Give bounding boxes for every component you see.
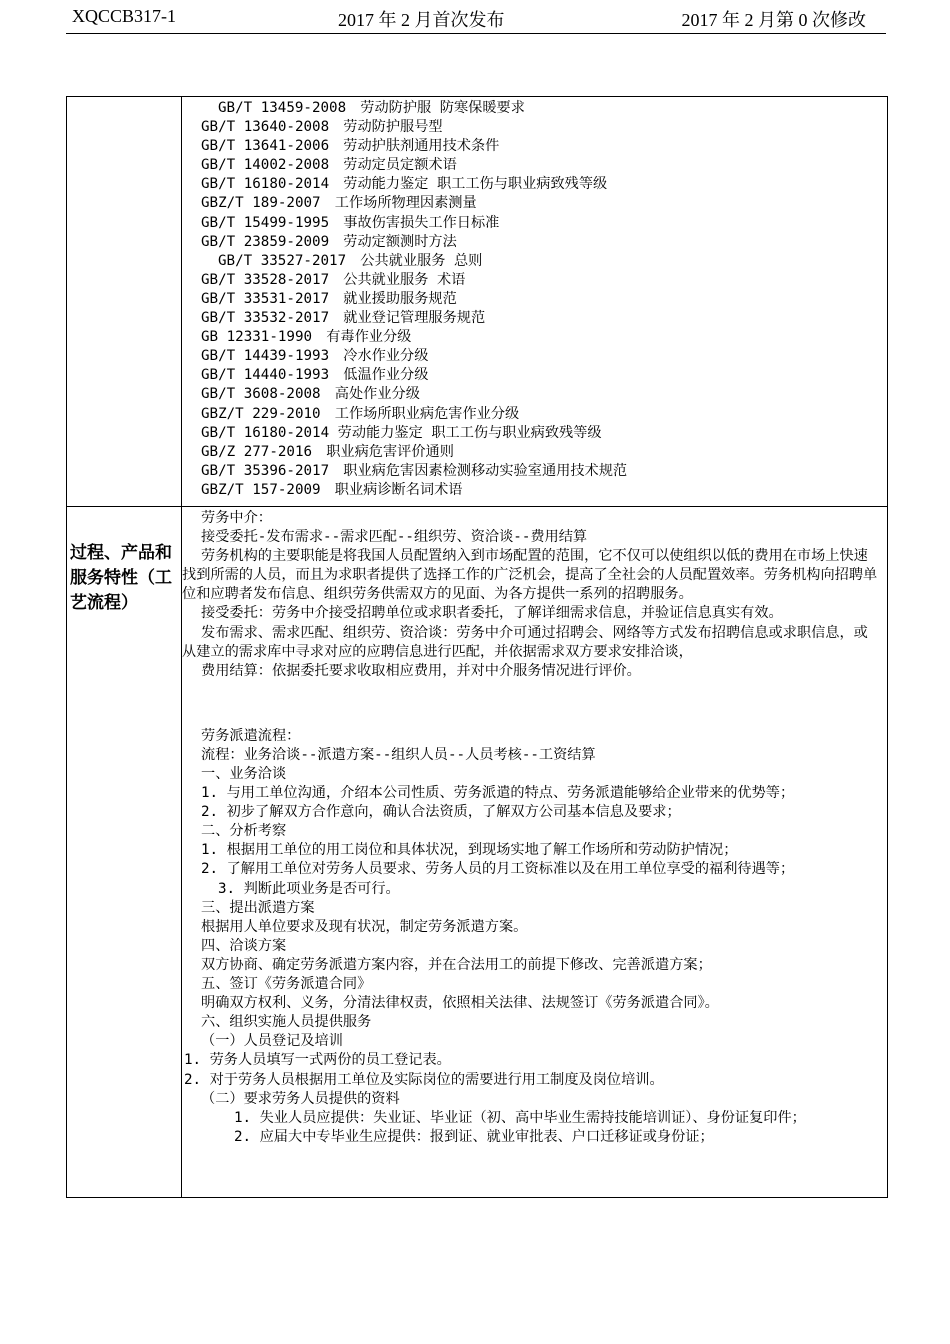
standards-label-cell	[67, 97, 182, 507]
standard-item: GB/T 13641-2006 劳动护肤剂通用技术条件	[201, 138, 500, 155]
revision-date: 2017 年 2 月第 0 次修改	[681, 10, 866, 30]
dispatch-step-item: 1. 劳务人员填写一式两份的员工登记表。	[184, 1052, 451, 1069]
dispatch-step-item: 1. 失业人员应提供：失业证、毕业证（初、高中毕业生需持技能培训证）、身份证复印件；	[234, 1109, 806, 1126]
standard-item: GB/T 15499-1995 事故伤害损失工作日标准	[201, 214, 500, 231]
dispatch-step-heading: 六、组织实施人员提供服务	[201, 1014, 372, 1031]
dispatch-step-item: 1. 根据用工单位的用工岗位和具体状况，到现场实地了解工作场所和劳动防护情况；	[201, 842, 738, 859]
page-header	[66, 0, 886, 34]
dispatch-step-item: 2. 了解用工单位对劳务人员要求、劳务人员的月工资标准以及在用工单位享受的福利待遇等；	[201, 861, 795, 878]
dispatch-subheading: （一）人员登记及培训	[201, 1033, 343, 1050]
dispatch-step-heading: 四、洽谈方案	[201, 937, 287, 954]
standard-item: GB/T 23859-2009 劳动定额测时方法	[201, 233, 457, 250]
dispatch-step-heading: 五、签订《劳务派遣合同》	[201, 976, 372, 993]
standard-item: GB/T 16180-2014 劳动能力鉴定 职工工伤与职业病致残等级	[201, 424, 602, 441]
dispatch-step-heading: 一、业务洽谈	[201, 766, 287, 782]
intermediary-accept: 接受委托：劳务中介接受招聘单位或求职者委托，了解详细需求信息，并验证信息真实有效。	[201, 605, 783, 622]
standard-item: GB/T 14440-1993 低温作业分级	[201, 367, 429, 384]
standard-item: GB/T 3608-2008 高处作业分级	[201, 386, 420, 403]
process-row	[67, 506, 888, 1197]
dispatch-step-heading: 二、分析考察	[201, 823, 287, 840]
standard-item: GBZ/T 229-2010 工作场所职业病危害作业分级	[201, 405, 520, 422]
dispatch-step-item: 明确双方权利、义务，分清法律权责，依照相关法律、法规签订《劳务派遣合同》。	[201, 995, 719, 1012]
standard-item: GBZ/T 189-2007 工作场所物理因素测量	[201, 195, 477, 212]
dispatch-step-item: 双方协商、确定劳务派遣方案内容，并在合法用工的前提下修改、完善派遣方案；	[201, 956, 712, 973]
dispatch-step-item: 1. 与用工单位沟通，介绍本公司性质、劳务派遣的特点、劳务派遣能够给企业带来的优势等；	[201, 785, 795, 802]
standards-list	[182, 97, 887, 506]
dispatch-subheading: （二）要求劳务人员提供的资料	[201, 1090, 400, 1107]
dispatch-title: 劳务派遣流程：	[201, 727, 301, 744]
standard-item: GB/T 16180-2014 劳动能力鉴定 职工工伤与职业病致残等级	[201, 176, 608, 193]
process-label: 过程、产品和服务特性（工艺流程）	[70, 542, 172, 613]
issue-date: 2017 年 2 月首次发布	[338, 10, 505, 30]
process-label-cell	[67, 506, 182, 1197]
intermediary-section	[182, 507, 887, 725]
standard-item: GB/T 33528-2017 公共就业服务 术语	[201, 271, 466, 288]
process-table	[66, 96, 888, 1198]
dispatch-step-heading: 三、提出派遣方案	[201, 899, 315, 916]
standard-item: GB/T 33527-2017 公共就业服务 总则	[218, 252, 483, 269]
intermediary-fee: 费用结算：依据委托要求收取相应费用，并对中介服务情况进行评价。	[201, 662, 641, 679]
standard-item: GBZ/T 157-2009 职业病诊断名词术语	[201, 481, 463, 498]
intermediary-title: 劳务中介：	[201, 509, 272, 526]
dispatch-step-item: 根据用人单位要求及现有状况，制定劳务派遣方案。	[201, 918, 528, 935]
intermediary-intro: 劳务机构的主要职能是将我国人员配置纳入到市场配置的范围，它不仅可以使组织以低的费用在市场上快速找到所需的人员，而且为求职者提供了选择工作的广泛机会，提高了全社会的人员配置效率。劳务机构向招聘单位和应聘者发布信息、组织劳务供需双方的见面、为各方提供一系列的招聘服务。	[182, 548, 878, 603]
intermediary-publish: 发布需求、需求匹配、组织劳、资洽谈：劳务中介可通过招聘会、网络等方式发布招聘信息或求职信息，或从建立的需求库中寻求对应的应聘信息进行匹配，并依据需求双方要求安排洽谈，	[182, 624, 868, 660]
document-code: XQCCB317-1	[72, 6, 177, 26]
dispatch-step-item: 2. 初步了解双方合作意向，确认合法资质，了解双方公司基本信息及要求；	[201, 804, 681, 821]
standards-row	[67, 97, 888, 507]
dispatch-step-item: 2. 对于劳务人员根据用工单位及实际岗位的需要进行用工制度及岗位培训。	[184, 1071, 664, 1088]
dispatch-section	[182, 725, 887, 1147]
dispatch-flow: 流程：业务洽谈--派遣方案--组织人员--人员考核--工资结算	[201, 746, 596, 763]
process-content-cell	[182, 506, 888, 1197]
standard-item: GB 12331-1990 有毒作业分级	[201, 329, 412, 346]
standard-item: GB/T 33532-2017 就业登记管理服务规范	[201, 310, 486, 327]
intermediary-flow: 接受委托-发布需求--需求匹配--组织劳、资洽谈--费用结算	[201, 529, 588, 546]
standard-item: GB/T 14439-1993 冷水作业分级	[201, 348, 429, 365]
standards-cell	[182, 97, 888, 507]
standard-item: GB/T 13459-2008 劳动防护服 防寒保暖要求	[218, 100, 525, 116]
dispatch-step-item: 2. 应届大中专毕业生应提供：报到证、就业审批表、户口迁移证或身份证；	[234, 1128, 714, 1145]
standard-item: GB/Z 277-2016 职业病危害评价通则	[201, 443, 454, 460]
standard-item: GB/T 14002-2008 劳动定员定额术语	[201, 157, 457, 174]
standard-item: GB/T 13640-2008 劳动防护服号型	[201, 119, 443, 136]
standard-item: GB/T 35396-2017 职业病危害因素检测移动实验室通用技术规范	[201, 462, 628, 479]
dispatch-step-item: 3. 判断此项业务是否可行。	[218, 880, 400, 897]
section-spacer	[182, 681, 887, 725]
standard-item: GB/T 33531-2017 就业援助服务规范	[201, 290, 457, 307]
